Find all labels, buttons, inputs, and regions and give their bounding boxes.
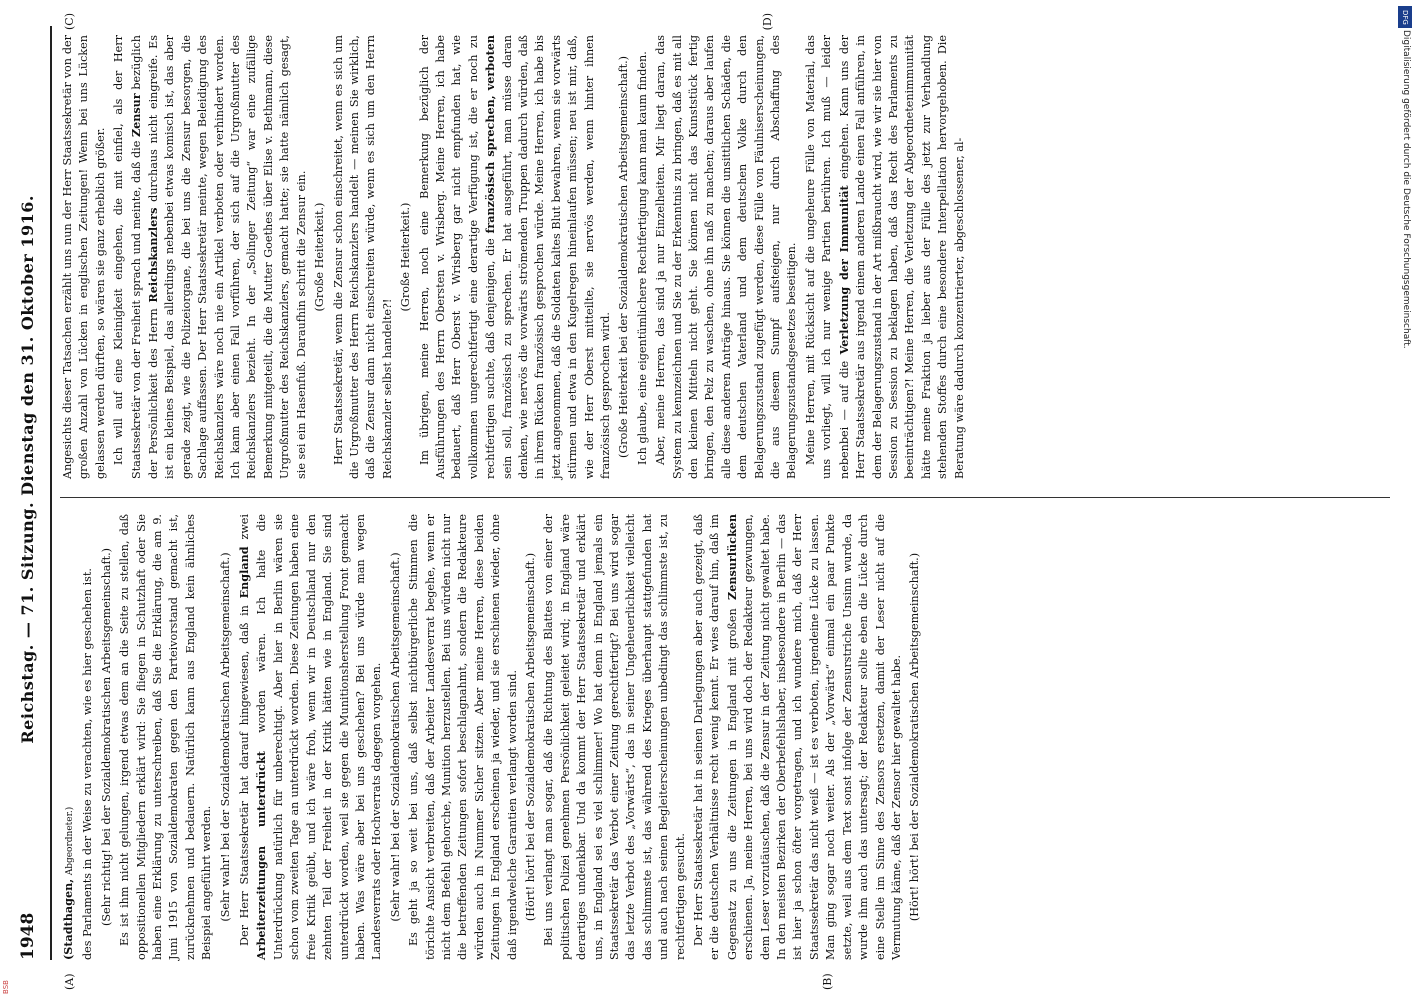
text-run: erschienen. Ja, meine Herren, bei uns wird doch der Redakteur gezwungen, dem Leser vorzutäuschen, daß die Zensur in der Zeitung nicht gewaltet habe. In den meisten Bezirken der Oberbefehlshaber, insbesondere in Berlin — das ist hier ja schon öfter vorgetragen, und ich wundere mich, daß der Herr Staatssekretär das nicht weiß — ist es verboten, irgendeine Lücke zu lassen. Man ging sogar noch weiter. Als der „Vorwärts“ einmal ein paar Punkte setzte, weil aus dem Text sonst infolge der Zensurstriche Unsinn wurde, da wurde ihm auch das untersagt; der Redakteur sollte eben die Lücke durch eine Stelle im Sinne des Zensors ersetzen, damit der Leser nicht auf die Vermutung käme, daß der Zensor hier gewaltet habe. [742, 514, 903, 960]
interjection: (Große Heiterkeit bei der Sozialdemokratischen Arbeitsgemeinschaft.) [617, 55, 631, 459]
margin-marker-c: (C) [63, 13, 76, 30]
margin-marker-b: (B) [821, 973, 834, 990]
text-run: Im übrigen, meine Herren, noch eine Bemerkung bezüglich der Ausführungen des Herrn Obersten v. Wrisberg. Meine Herren, ich habe bedauert, daß Herr Oberst v. Wrisberg gar nicht empfunden hat, wie vollkommen ungerechtfertigt eine derartige Verfügung ist, die er noch zu rechtfertigen suchte, daß denjenigen, die [417, 35, 498, 479]
text-run: Meine Herren, mit Rücksicht auf die ungeheure Fülle von Material, das uns vorliegt, will ich nur wenige Partien berühren. Ich muß — leider nebenbei — auf die [803, 35, 851, 479]
paragraph: des Parlaments in der Weise zu verachten, wie es hier geschehen ist. [81, 568, 95, 960]
speaker-role: Abgeordneter.) [65, 806, 75, 876]
page-number: 1948 [18, 912, 38, 960]
margin-marker-d: (D) [761, 13, 774, 31]
paragraph [111, 35, 310, 479]
paragraph: Ich glaube, eine eigentümlichere Rechtfertigung kann man kaum finden. [635, 51, 649, 465]
paragraph: Angesichts dieser Tatsachen erzählt uns nun der Herr Staatssekretär von der großen Anzahl von Lücken in englischen Zeitungen! Wenn bei uns Lücken gelassen werden dürften, so wären sie ganz erheblich größer. [61, 35, 107, 479]
margin-marker-a: (A) [63, 973, 76, 990]
text-run: Der Herr Staatssekretär hat darauf hingewiesen, daß in [238, 598, 252, 946]
text-run: sein soll, französisch zu sprechen. Er hat ausgeführt, man müsse daran denken, wie nervös die vorwärts strömenden Truppen dadurch würden, daß in ihrem Rücken französisch gesprochen würde. Meine Herren, ich habe bis jetzt angenommen, daß die Soldaten kaltes Blut bewahren, wenn sie vorwärts stürmen und etwa in den Kugelregen hineinlaufen müssen; neu ist mir, daß, wie der Herr Oberst mitteilte, sie nervös werden, wenn hinter ihnen französisch gesprochen wird. [500, 35, 612, 479]
paragraph [691, 514, 905, 960]
paragraph [417, 35, 615, 479]
emphasis-text: Verletzung der Immunität [836, 185, 851, 355]
paragraph [236, 514, 386, 960]
emphasis-text: Zensurlücken [724, 514, 739, 600]
text-run: zwei [238, 514, 252, 547]
emphasis-text: französisch sprechen, verboten [483, 34, 498, 234]
interjection: (Hört! hört! bei der Sozialdemokratischen Arbeitsgemeinschaft.) [523, 552, 537, 922]
right-column [60, 13, 1390, 493]
speaker-name: (Stadthagen, [61, 878, 75, 960]
paragraph: Herr Staatssekretär, wenn die Zensur schon einschreitet, wenn es sich um die Urgroßmutter des Herrn Reichskanzlers handelt — meinen Sie wirklich, daß die Zensur dann nicht einschreiten würde, wenn es sich um den Herrn Reichskanzler selbst handelte?! [331, 35, 394, 479]
emphasis-text: Arbeiterzeitungen unterdrückt [254, 751, 269, 960]
text-run: eingehen. Kann uns der Herr Staatssekretär aus irgend einem anderen Lande einen Fall anführen, in dem der Belagerungszustand in der Art mißbraucht wird, wie wir sie hier von Session zu Session zu beklagen haben, daß das Recht des Parlaments zu beeinträchtigen?! Meine Herren, die Verletzung der Abgeordnetenimmunität hätte meine Fraktion ja lieber aus der Fülle des jetzt zur Verhandlung stehenden Stoffes durch eine besondere Interpellation hervorgehoben. Die Beratung wäre dadurch konzentrierter, abgeschlossener, al- [837, 34, 966, 479]
page-header [18, 26, 52, 960]
paragraph [803, 35, 968, 479]
left-column [60, 502, 1390, 990]
emphasis-text: England [237, 546, 252, 599]
interjection: (Hört! hört! bei der Sozialdemokratischen Arbeitsgemeinschaft.) [908, 552, 922, 922]
interjection: (Große Heiterkeit.) [313, 202, 327, 312]
paragraph: Es geht ja so weit bei uns, daß selbst nichtbürgerliche Stimmen die törichte Ansicht verbreiten, daß der Arbeiter Landesverrat begehe, wenn er nicht dem Befehl gehorche, Munition herzustellen. Bei uns würden nicht nur die betreffenden Zeitungen sofort beschlagnahmt, sondern die Redakteure würden auch in Nummer Sicher sitzen. Aber meine Herren, diese beiden Zeitungen in England erscheinen ja wieder, und sie erschienen wieder, ohne daß irgendwelche Garantien verlangt worden sind. [407, 514, 519, 960]
text-run: bezüglich der Persönlichkeit des Herrn [129, 34, 161, 479]
library-mark: BSB [2, 980, 10, 994]
emphasis-text: Reichskanzlers [146, 207, 161, 303]
dfg-logo: DFG [1398, 6, 1412, 28]
text-run: worden wären. Ich halte die Unterdrückung natürlich für unberechtigt. Aber hier in Berlin wären sie schon vom zweiten Tage an unterdrückt worden. Diese Zeitungen haben eine freie Kritik geübt, und ich wäre froh, wenn wir in Deutschland nur den zehnten Teil der Freiheit in der Kritik hätten wie in England. Sie sind unterdrückt worden, weil sie gegen die Munitionsherstellung Front gemacht haben. Was wäre aber bei uns geschehen? Bei uns würde man wegen Landesverrats oder Hochverrats dagegen vorgehen. [255, 514, 384, 960]
text-columns [60, 13, 1390, 990]
text-run: Der Herr Staatssekretär hat in seinen Darlegungen aber auch gezeigt, daß er die deutschen Verhältnisse recht wenig kennt. Er wies darauf hin, daß im Gegensatz zu uns die Zeitungen in England mit großen [692, 514, 739, 960]
paragraph: Aber, meine Herren, das sind ja nur Einzelheiten. Mir liegt daran, das System zu kennzeichnen und Sie zu der Erkenntnis zu bringen, daß es mit all den kleinen Mitteln nicht geht. Sie können nicht das Kunststück fertig bringen, den Pelz zu waschen, ohne ihn naß zu machen; daraus aber laufen alle diese anderen Anträge hinaus. Sie können die unsittlichen Schäden, die dem deutschen Vaterland und dem deutschen Volke durch den Belagerungszustand zugefügt werden, diese Fülle von Fäulniserscheinungen, die aus diesem Sumpf aufsteigen, nur durch Abschaffung des Belagerungszustandsgesetzes beseitigen. [654, 35, 799, 479]
text-run: Ich will auf eine Kleinigkeit eingehen, die mit einfiel, als der Herr Staatssekretär von der Freiheit sprach und meinte, daß die [112, 35, 143, 479]
digitization-credit: Digitalisierung gefördert durch die Deutsche Forschungsgemeinschaft. [1401, 30, 1411, 349]
paragraph: Bei uns verlangt man sogar, daß die Richtung des Blattes von einer der politischen Polizei genehmen Persönlichkeit geleitet wird; in England wäre derartiges undenkbar. Und da kommt der Herr Staatssekretär und erklärt uns, in England sei es viel schlimmer! Wo hat denn in England jemals ein Staatssekretär das Verbot einer Zeitung gerechtfertigt? Bei uns wird sogar das letzte Verbot des „Vorwärts“, das in seiner Ungeheuerlichkeit vielleicht das schlimmste ist, das während des Krieges überhaupt stattgefunden hat und auch nach seinen Begleiterscheinungen unbedingt das schlimmste ist, zu rechtfertigen gesucht. [542, 514, 687, 960]
page-title: Reichstag. — 71. Sitzung. Dienstag den 31. Oktober 1916. [18, 195, 37, 744]
paragraph: Es ist ihm nicht gelungen, irgend etwas dem an die Seite zu stellen, daß oppositionellen Mitgliedern erklärt wird: Sie fliegen in Schutzhaft oder Sie haben eine Erklärung zu unterschreiben, daß Sie die Erklärung, die am 9. Juni 1915 von Sozialdemokraten gegen den Parteivorstand gemacht ist, zurücknehmen und bedauern. Natürlich kann aus England kein ähnliches Beispiel angeführt werden. [118, 514, 214, 960]
speaker-line [60, 514, 78, 960]
interjection: (Sehr wahr! bei der Sozialdemokratischen Arbeitsgemeinschaft.) [388, 552, 402, 922]
interjection: (Sehr richtig! bei der Sozialdemokratischen Arbeitsgemeinschaft.) [99, 548, 113, 927]
emphasis-text: Zensur [128, 93, 143, 138]
interjection: (Sehr wahr! bei der Sozialdemokratischen Arbeitsgemeinschaft.) [218, 552, 232, 922]
interjection: (Große Heiterkeit.) [399, 202, 413, 312]
column-divider [60, 497, 1390, 498]
text-run: durchaus nicht eingreife. Es ist ein kleines Beispiel, das allerdings nebenbei etwas komisch ist, das aber gerade zeigt, wie die Polizeiorgane, die bei uns die Zensur besorgen, die Sachlage auffassen. Der Herr Staatssekretär meinte, wegen Beleidigung des Reichskanzlers wäre noch nie ein Artikel verboten oder verhindert worden. Ich kann aber einen Fall vorführen, der sich auf die Urgroßmutter des Reichskanzlers bezieht. In der „Solinger Zeitung“ war eine zufällige Bemerkung mitgeteilt, die die Mutter Goethes über Elise v. Bethmann, diese Urgroßmutter des Reichskanzlers, gemacht hatte; sie hatte nämlich gesagt, sie sei ein Hasenfuß. Daraufhin schritt die Zensur ein. [147, 35, 308, 479]
